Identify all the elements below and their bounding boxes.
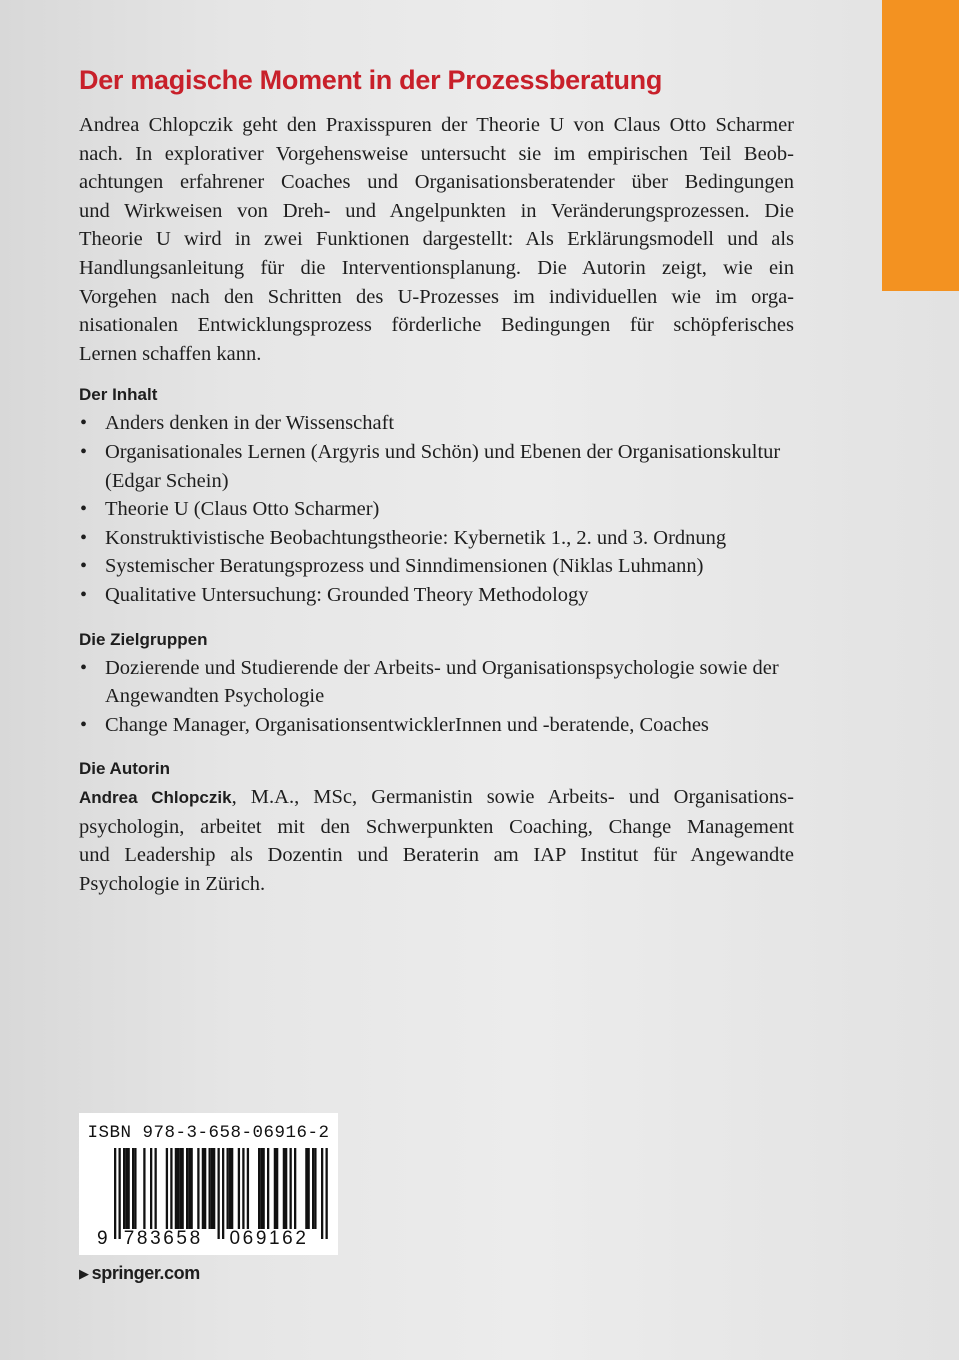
- bullet-icon: •: [80, 555, 88, 578]
- barcode-first-digit: 9: [97, 1228, 108, 1249]
- bullet-icon: •: [80, 440, 88, 463]
- bullet-icon: •: [80, 412, 88, 435]
- barcode-bar: [238, 1148, 240, 1229]
- book-title: Der magische Moment in der Prozessberatung: [79, 65, 663, 96]
- barcode-bar: [263, 1148, 265, 1229]
- bullet-icon: •: [80, 656, 88, 679]
- inhalt-heading: Der Inhalt: [79, 385, 158, 405]
- barcode-bar: [182, 1148, 184, 1229]
- barcode-bar: [132, 1148, 134, 1229]
- author-bio-line: und Leadership als Dozentin und Beraterin am IAP Institut für Angewandte: [79, 844, 794, 867]
- intro-line: und Wirkweisen von Dreh- und Angelpunkten in Veränderungsprozessen. Die: [79, 199, 794, 222]
- bullet-icon: •: [80, 526, 88, 549]
- barcode-bar: [166, 1148, 168, 1229]
- intro-line: nisationalen Entwicklungsprozess förderliche Bedingungen für schöpferisches: [79, 314, 794, 337]
- intro-line: nach. In explorativer Vorgehensweise untersucht sie im empirischen Teil Beob-: [79, 142, 794, 165]
- barcode-bar: [204, 1148, 206, 1229]
- bullet-icon: •: [80, 583, 88, 606]
- intro-line: achtungen erfahrener Coaches und Organisationsberatender über Bedingungen: [79, 171, 794, 194]
- barcode-bar: [211, 1148, 213, 1229]
- bullet-icon: •: [80, 498, 88, 521]
- intro-line: Lernen schaffen kann.: [79, 342, 262, 365]
- barcode-bar: [119, 1148, 121, 1239]
- barcode-bar: [197, 1148, 199, 1229]
- barcode-bar: [125, 1148, 127, 1229]
- intro-paragraph: [79, 111, 794, 368]
- barcode-bar: [242, 1148, 244, 1229]
- author-bio-line: Andrea Chlopczik, M.A., MSc, Germanistin sowie Arbeits- und Organisations-: [79, 786, 794, 809]
- barcode-bar: [209, 1148, 211, 1229]
- barcode-bar: [134, 1148, 136, 1229]
- barcode-bar: [326, 1148, 328, 1239]
- barcode-bar: [175, 1148, 177, 1229]
- barcode-bar: [285, 1148, 287, 1229]
- list-item: • Systemischer Beratungsprozess und Sinndimensionen (Niklas Luhmann): [79, 552, 794, 581]
- intro-line: Vorgehen nach den Schritten des U-Prozesses im individuellen wie im orga-: [79, 285, 794, 308]
- barcode-bar: [231, 1148, 233, 1229]
- list-item: • Organisationales Lernen (Argyris und Schön) und Ebenen der Organisationskultur (Edgar Schein): [79, 438, 794, 495]
- barcode-bar: [222, 1148, 224, 1239]
- intro-line: Handlungsanleitung für die Interventionsplanung. Die Autorin zeigt, wie ein: [79, 256, 794, 279]
- author-bio: [79, 783, 794, 898]
- barcode-left-group: 783658: [123, 1228, 203, 1249]
- isbn-label: ISBN 978-3-658-06916-2: [87, 1123, 330, 1143]
- list-item: • Theorie U (Claus Otto Scharmer): [79, 495, 794, 524]
- barcode-bar: [283, 1148, 285, 1229]
- barcode-bar: [260, 1148, 262, 1229]
- barcode-bar: [128, 1148, 130, 1229]
- barcode-bar: [294, 1148, 296, 1229]
- barcode-bar: [305, 1148, 307, 1229]
- list-item: • Konstruktivistische Beobachtungstheorie: Kybernetik 1., 2. und 3. Ordnung: [79, 524, 794, 553]
- barcode-bar: [150, 1148, 152, 1229]
- barcode-bar: [290, 1148, 292, 1229]
- barcode-bar: [188, 1148, 190, 1229]
- barcode-bar: [229, 1148, 231, 1229]
- orange-accent-tab: [882, 0, 959, 291]
- isbn-barcode: [79, 1113, 338, 1255]
- barcode-bar: [114, 1148, 116, 1239]
- barcode-bar: [308, 1148, 310, 1229]
- inhalt-list: [79, 409, 794, 609]
- publisher-link[interactable]: [79, 1263, 200, 1284]
- barcode-bar: [170, 1148, 172, 1229]
- barcode-right-group: 069162: [229, 1228, 309, 1249]
- barcode-bar: [143, 1148, 145, 1229]
- barcode-bar: [247, 1148, 249, 1229]
- barcode-bar: [267, 1148, 269, 1229]
- list-item: • Dozierende und Studierende der Arbeits- und Organisationspsychologie sowie der Angewandten Psychologie: [79, 654, 794, 711]
- author-bio-line: psychologin, arbeitet mit den Schwerpunkten Coaching, Change Management: [79, 815, 794, 838]
- barcode-bar: [202, 1148, 204, 1229]
- barcode-bar: [314, 1148, 316, 1229]
- author-name: Andrea Chlopczik: [79, 788, 232, 808]
- list-item: • Anders denken in der Wissenschaft: [79, 409, 794, 438]
- back-cover-content: [79, 111, 794, 899]
- barcode-bar: [321, 1148, 323, 1239]
- barcode-bar: [155, 1148, 157, 1229]
- barcode-bar: [258, 1148, 260, 1229]
- bullet-icon: •: [80, 713, 88, 736]
- barcode-bar: [276, 1148, 278, 1229]
- barcode-bar: [218, 1148, 220, 1239]
- intro-line: Andrea Chlopczik geht den Praxisspuren der Theorie U von Claus Otto Scharmer: [79, 114, 794, 136]
- autorin-heading: Die Autorin: [79, 759, 170, 779]
- barcode-bar: [177, 1148, 179, 1229]
- barcode-bar: [191, 1148, 193, 1229]
- author-bio-line: Psychologie in Zürich.: [79, 873, 266, 896]
- list-item: • Qualitative Untersuchung: Grounded Theory Methodology: [79, 581, 794, 610]
- arrow-right-icon: ▶: [79, 1266, 89, 1281]
- zielgruppen-list: [79, 654, 794, 740]
- barcode-bar: [186, 1148, 188, 1229]
- publisher-link-label: springer.com: [91, 1263, 200, 1283]
- barcode-bar: [213, 1148, 215, 1229]
- barcode-bar: [227, 1148, 229, 1229]
- list-item: • Change Manager, OrganisationsentwicklerInnen und -beratende, Coaches: [79, 711, 794, 740]
- barcode-digits: [79, 1228, 338, 1252]
- zielgruppen-heading: Die Zielgruppen: [79, 629, 208, 649]
- barcode-bar: [123, 1148, 125, 1229]
- barcode-bar: [312, 1148, 314, 1229]
- barcode-bar: [179, 1148, 181, 1229]
- barcode-bar: [274, 1148, 276, 1229]
- intro-line: Theorie U wird in zwei Funktionen dargestellt: Als Erklärungsmodell und als: [79, 228, 794, 251]
